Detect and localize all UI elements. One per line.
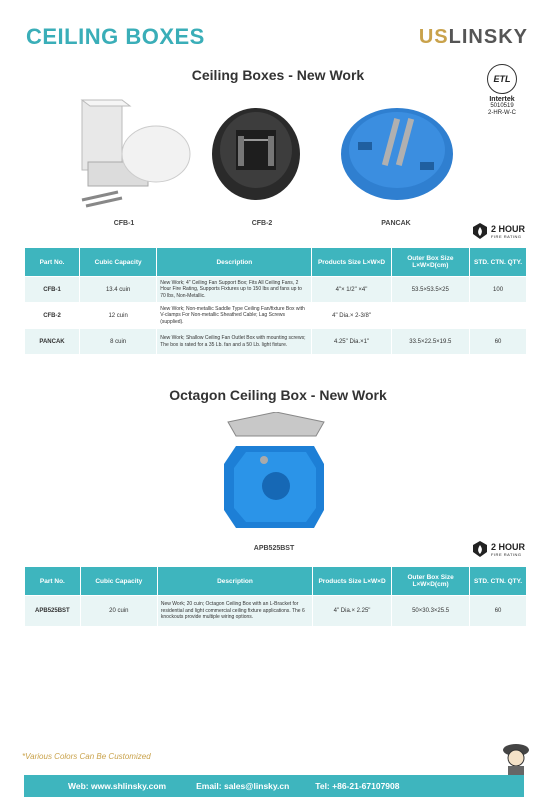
header-products-size: Products Size L×W×D [313, 567, 392, 596]
flame-icon [472, 540, 488, 558]
table-row [25, 303, 527, 329]
header-description: Description [157, 248, 312, 277]
header-products-size: Products Size L×W×D [312, 248, 391, 277]
outer-box-size: 53.5×53.5×25 [391, 277, 470, 303]
cert-line: 2-HR-W-C [488, 110, 516, 116]
fire-rating-badge: 2 HOUR FIRE RATING [472, 222, 525, 240]
header-cubic-capacity: Cubic Capacity [80, 248, 157, 277]
cfb-1-product-image [68, 92, 192, 210]
pancak-caption: PANCAK [381, 220, 411, 227]
octagon-box-table [24, 566, 527, 627]
section-title-octagon: Octagon Ceiling Box - New Work [169, 387, 387, 403]
footer-web-link[interactable]: Web: www.shlinsky.com [68, 781, 167, 791]
products-size: 4.25" Dia.×1" [312, 329, 391, 355]
header-outer-box-size: Outer Box Size L×W×D(cm) [392, 567, 470, 596]
header-description: Description [157, 567, 312, 596]
description: New Work; 20 cuin; Octagon Ceiling Box with an L-Bracket for residential and light commercial ceiling fixture applications. The 6 knockouts provide multiple wiring options. [157, 596, 312, 627]
cubic-capacity: 20 cuin [80, 596, 157, 627]
ctn-qty [470, 303, 527, 329]
part-no: CFB-2 [25, 303, 80, 329]
footer-email-link[interactable]: Email: sales@linsky.cn [196, 781, 290, 791]
section-title-new-work: Ceiling Boxes - New Work [191, 67, 365, 83]
cert-line: Intertek [489, 96, 515, 103]
part-no: CFB-1 [25, 277, 80, 303]
etl-mark-icon: ETL [487, 64, 517, 94]
ctn-qty: 60 [470, 596, 527, 627]
page-title: CEILING BOXES [26, 24, 205, 49]
cfb-1-caption: CFB-1 [113, 220, 135, 227]
products-size: 4" Dia.× 2.25" [313, 596, 392, 627]
footer-phone: Tel: +86-21-67107908 [315, 781, 400, 791]
part-no: PANCAK [25, 329, 80, 355]
ctn-qty: 100 [470, 277, 527, 303]
flame-icon [472, 222, 488, 240]
cert-line: 5010519 [490, 103, 514, 109]
header-ctn-qty: STD. CTN. QTY. [470, 248, 527, 277]
products-size: 4" Dia.× 2-3/8" [312, 303, 391, 329]
cubic-capacity: 8 cuin [80, 329, 157, 355]
pancak-product-image [338, 100, 456, 204]
apb525bst-caption: APB525BST [253, 545, 295, 552]
customization-note: *Various Colors Can Be Customized [22, 752, 151, 761]
apb525bst-product-image [216, 412, 334, 540]
description: New Work; 4" Ceiling Fan Support Box; Fits All Ceiling Fans, 2 Hour Fire Rating, Supports Fixtures up to 150 lbs and fans up to 70 lbs, Non-Metallic. [157, 277, 312, 303]
outer-box-size: 50×30.3×25.5 [392, 596, 470, 627]
outer-box-size [391, 303, 470, 329]
cfb-2-product-image [208, 100, 304, 204]
ctn-qty: 60 [470, 329, 527, 355]
brand-logo: USLINSKY [418, 26, 528, 48]
ceiling-boxes-table [24, 247, 527, 355]
table-row [25, 596, 527, 627]
table-row [25, 277, 527, 303]
header-part-no: Part No. [25, 248, 80, 277]
table-row [25, 329, 527, 355]
footer-bar [24, 775, 524, 797]
part-no: APB525BST [25, 596, 81, 627]
fire-rating-badge: 2 HOUR FIRE RATING [472, 540, 525, 558]
cubic-capacity: 13.4 cuin [80, 277, 157, 303]
products-size: 4"× 1/2" ×4" [312, 277, 391, 303]
header-ctn-qty: STD. CTN. QTY. [470, 567, 527, 596]
header-part-no: Part No. [25, 567, 81, 596]
cubic-capacity: 12 cuin [80, 303, 157, 329]
header-outer-box-size: Outer Box Size L×W×D(cm) [391, 248, 470, 277]
description: New Work; Shallow Ceiling Fan Outlet Box with mounting screws; The box is rated for a 35 Lb. fan and a 50 Lb. light fixture. [157, 329, 312, 355]
outer-box-size: 33.5×22.5×19.5 [391, 329, 470, 355]
description: New Work; Non-metallic Saddle Type Ceiling Fan/fixture Box with V-clamps For Non-metallic Sheathed Cable; Lag Screws (supplied). [157, 303, 312, 329]
header-cubic-capacity: Cubic Capacity [80, 567, 157, 596]
cfb-2-caption: CFB-2 [251, 220, 273, 227]
